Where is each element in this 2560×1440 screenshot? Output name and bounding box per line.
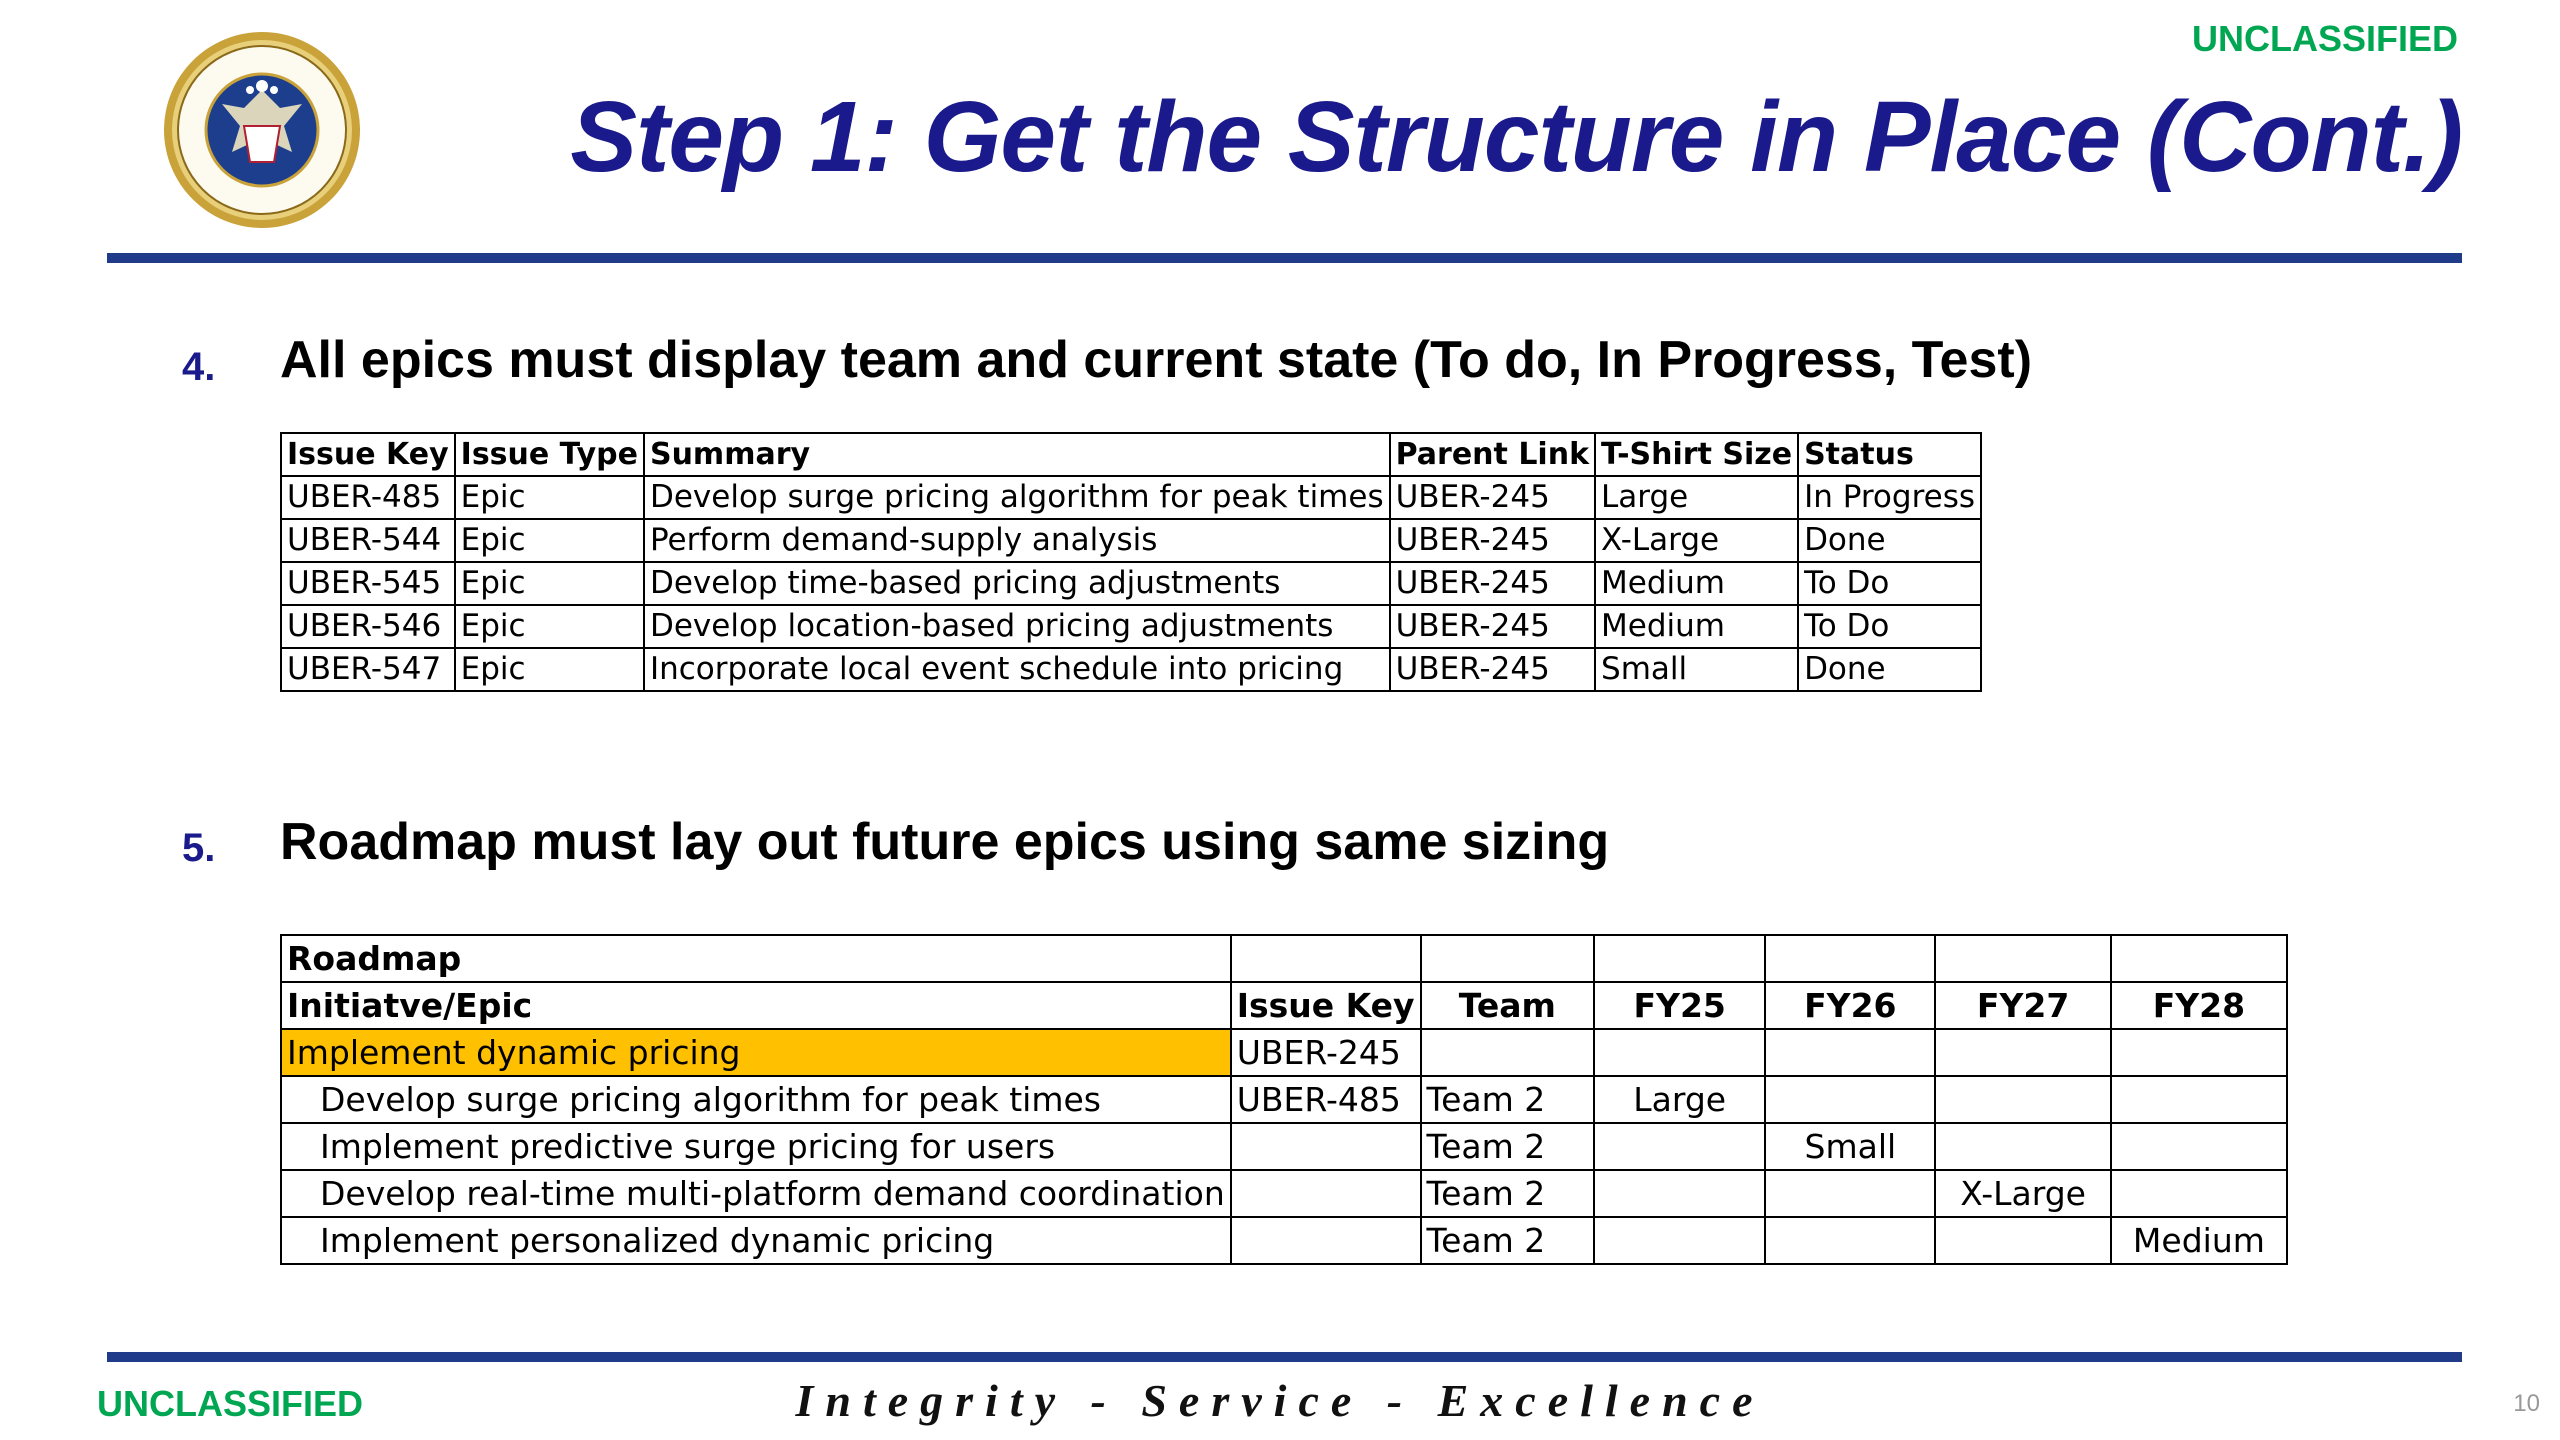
table-row <box>281 1076 2287 1123</box>
table-header-cell: Status <box>1798 433 1981 476</box>
department-of-the-air-force-seal-icon <box>162 30 362 230</box>
table-cell: Small <box>1765 1123 1935 1170</box>
item-number: 4. <box>182 345 216 389</box>
table-cell <box>1935 1217 2110 1264</box>
table-cell: Epic <box>455 562 644 605</box>
table-cell: Medium <box>1595 562 1798 605</box>
table-cell <box>1594 1217 1765 1264</box>
table-cell: Large <box>1594 1076 1765 1123</box>
table-cell: Done <box>1798 648 1981 691</box>
footer-divider <box>107 1352 2462 1362</box>
table-cell <box>1935 1123 2110 1170</box>
table-cell: Perform demand-supply analysis <box>644 519 1390 562</box>
table-header-cell: FY27 <box>1935 982 2110 1029</box>
table-cell: UBER-245 <box>1390 605 1595 648</box>
epic-cell: Develop real-time multi-platform demand coordination <box>281 1170 1231 1217</box>
table-cell: In Progress <box>1798 476 1981 519</box>
table-cell <box>1594 935 1765 982</box>
table-row <box>281 1170 2287 1217</box>
table-row <box>281 648 1981 691</box>
table-cell: X-Large <box>1595 519 1798 562</box>
table-cell: Develop surge pricing algorithm for peak times <box>644 476 1390 519</box>
table-cell: UBER-245 <box>1390 476 1595 519</box>
table-cell <box>1421 1029 1595 1076</box>
table-cell <box>1765 1170 1935 1217</box>
item-text: All epics must display team and current state (To do, In Progress, Test) <box>280 331 2033 389</box>
table-header-cell: Issue Key <box>281 433 455 476</box>
table-cell: UBER-245 <box>1390 648 1595 691</box>
classification-banner-top: UNCLASSIFIED <box>2191 18 2458 59</box>
table-cell: Team 2 <box>1421 1170 1595 1217</box>
table-header-cell: T-Shirt Size <box>1595 433 1798 476</box>
classification-banner-bottom: UNCLASSIFIED <box>97 1383 364 1424</box>
table-cell: Epic <box>455 648 644 691</box>
item-number: 5. <box>182 826 216 870</box>
table-row <box>281 605 1981 648</box>
table-cell: Team 2 <box>1421 1076 1595 1123</box>
table-cell <box>1231 1217 1421 1264</box>
table-cell <box>1231 1123 1421 1170</box>
table-cell <box>1935 935 2110 982</box>
table-cell: To Do <box>1798 562 1981 605</box>
table-cell <box>1765 935 1935 982</box>
epic-cell: Develop surge pricing algorithm for peak times <box>281 1076 1231 1123</box>
table-cell <box>1231 935 1421 982</box>
table-cell: Medium <box>2111 1217 2287 1264</box>
table-cell: Large <box>1595 476 1798 519</box>
table-header-cell: FY25 <box>1594 982 1765 1029</box>
table-cell: UBER-245 <box>1231 1029 1421 1076</box>
table-cell: Develop location-based pricing adjustments <box>644 605 1390 648</box>
table-cell <box>2111 1170 2287 1217</box>
epic-cell: Implement personalized dynamic pricing <box>281 1217 1231 1264</box>
roadmap-title: Roadmap <box>281 935 1231 982</box>
table-row <box>281 519 1981 562</box>
item-text: Roadmap must lay out future epics using same sizing <box>280 813 1610 871</box>
table-cell: To Do <box>1798 605 1981 648</box>
table-cell <box>1594 1029 1765 1076</box>
table-cell <box>1935 1076 2110 1123</box>
table-cell <box>1935 1029 2110 1076</box>
table-cell <box>1765 1029 1935 1076</box>
table-cell: Incorporate local event schedule into pricing <box>644 648 1390 691</box>
table-cell <box>1594 1123 1765 1170</box>
title-divider <box>107 253 2462 263</box>
epic-cell: Implement predictive surge pricing for users <box>281 1123 1231 1170</box>
table-cell: UBER-485 <box>281 476 455 519</box>
table-cell <box>2111 1076 2287 1123</box>
epics-table <box>280 432 1982 692</box>
table-cell: UBER-245 <box>1390 519 1595 562</box>
table-header-cell: Team <box>1421 982 1595 1029</box>
table-header-row <box>281 982 2287 1029</box>
initiative-cell: Implement dynamic pricing <box>281 1029 1231 1076</box>
table-cell: Team 2 <box>1421 1123 1595 1170</box>
footer-motto: Integrity - Service - Excellence <box>795 1375 1765 1426</box>
table-row <box>281 1123 2287 1170</box>
table-row <box>281 476 1981 519</box>
table-cell: Small <box>1595 648 1798 691</box>
table-row <box>281 1217 2287 1264</box>
table-cell <box>2111 1029 2287 1076</box>
table-cell: Done <box>1798 519 1981 562</box>
table-header-row <box>281 433 1981 476</box>
table-cell: UBER-485 <box>1231 1076 1421 1123</box>
table-header-cell: FY28 <box>2111 982 2287 1029</box>
table-cell: X-Large <box>1935 1170 2110 1217</box>
table-cell <box>1594 1170 1765 1217</box>
table-row <box>281 1029 2287 1076</box>
table-cell: UBER-547 <box>281 648 455 691</box>
table-header-cell: Issue Type <box>455 433 644 476</box>
table-cell: Epic <box>455 476 644 519</box>
table-cell: UBER-546 <box>281 605 455 648</box>
table-header-cell: Summary <box>644 433 1390 476</box>
table-header-cell: Initiatve/Epic <box>281 982 1231 1029</box>
table-cell: Team 2 <box>1421 1217 1595 1264</box>
table-cell <box>2111 1123 2287 1170</box>
table-cell <box>1765 1217 1935 1264</box>
page-title: Step 1: Get the Structure in Place (Cont.) <box>570 81 2462 193</box>
table-cell <box>1421 935 1595 982</box>
table-header-cell: FY26 <box>1765 982 1935 1029</box>
table-cell: Medium <box>1595 605 1798 648</box>
roadmap-title-row <box>281 935 2287 982</box>
table-header-cell: Issue Key <box>1231 982 1421 1029</box>
table-cell: UBER-544 <box>281 519 455 562</box>
table-cell: Epic <box>455 605 644 648</box>
table-row <box>281 562 1981 605</box>
page-number: 10 <box>2513 1390 2540 1417</box>
table-cell <box>1765 1076 1935 1123</box>
table-cell <box>2111 935 2287 982</box>
table-cell: Epic <box>455 519 644 562</box>
table-cell: Develop time-based pricing adjustments <box>644 562 1390 605</box>
table-cell <box>1231 1170 1421 1217</box>
roadmap-table <box>280 934 2288 1265</box>
table-cell: UBER-245 <box>1390 562 1595 605</box>
table-header-cell: Parent Link <box>1390 433 1595 476</box>
table-cell: UBER-545 <box>281 562 455 605</box>
